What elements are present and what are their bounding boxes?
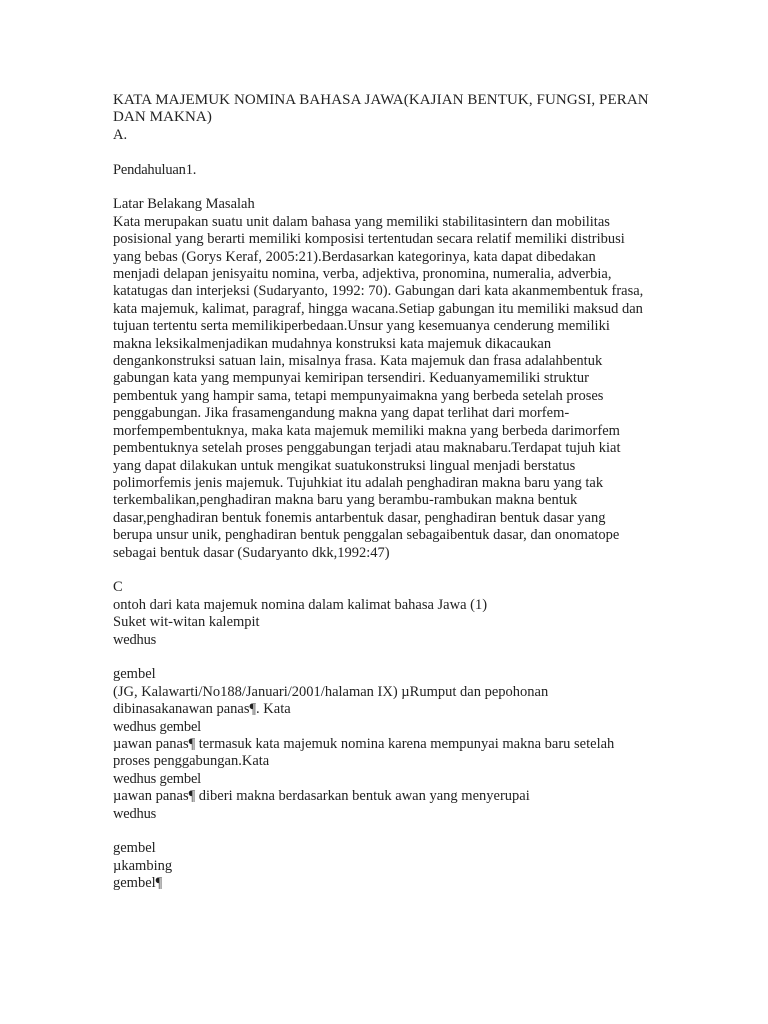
- paragraph-line: dasar,penghadiran bentuk fonemis antarbentuk dasar, penghadiran bentuk dasar yang: [113, 509, 606, 526]
- paragraph-line: gabungan kata yang mempunyai kemiripan tersendiri. Keduanyamemiliki struktur: [113, 370, 589, 387]
- paragraph-line: pembentuk yang hampir sama, tetapi mempunyaimakna yang berbeda setelah proses: [113, 387, 604, 404]
- blank-line: [113, 144, 658, 161]
- paragraph-line: tujuan tertentu serta memilikiperbedaan.Unsur yang kesemuanya cenderung memiliki: [113, 318, 610, 335]
- example-line: gembel: [113, 840, 156, 857]
- example-line: Suket wit-witan kalempit: [113, 614, 260, 631]
- title-line: KATA MAJEMUK NOMINA BAHASA JAWA(KAJIAN BENTUK, FUNGSI, PERAN: [113, 92, 649, 108]
- section-a-marker: A.: [113, 126, 128, 143]
- paragraph-line: terkembalikan,penghadiran makna baru yang berambu-rambukan makna bentuk: [113, 492, 578, 509]
- example-line: µawan panas¶ termasuk kata majemuk nomina karena mempunyai makna baru setelah: [113, 735, 615, 752]
- paragraph-line: polimorfemis jenis majemuk. Tujuhkiat itu adalah penghadiran makna baru yang tak: [113, 474, 604, 491]
- example-line: ontoh dari kata majemuk nomina dalam kalimat bahasa Jawa (1): [113, 596, 488, 613]
- example-line: µkambing: [113, 857, 173, 874]
- example-block-1: [113, 597, 658, 649]
- example-line: wedhus gembel: [113, 718, 202, 735]
- paragraph-line: dengankonstruksi satuan lain, misalnya frasa. Kata majemuk dan frasa adalahbentuk: [113, 353, 603, 370]
- paragraph-line: Kata merupakan suatu unit dalam bahasa yang memiliki stabilitasintern dan mobilitas: [113, 213, 610, 230]
- paragraph-line: yang bebas (Gorys Keraf, 2005:21).Berdasarkan kategorinya, kata dapat dibedakan: [113, 248, 596, 265]
- example-line: gembel¶: [113, 875, 163, 892]
- paragraph-line: pembentuknya setelah proses penggabungan terjadi atau maknabaru.Terdapat tujuh kiat: [113, 440, 621, 457]
- paragraph-line: yang dapat dilakukan untuk mengikat suatukonstruksi lingual menjadi berstatus: [113, 457, 576, 474]
- document-title: [113, 92, 658, 127]
- background-paragraph: [113, 214, 658, 562]
- paragraph-line: morfempembentuknya, maka kata majemuk memiliki makna yang berbeda darimorfem: [113, 422, 620, 439]
- example-line: wedhus gembel: [113, 770, 202, 787]
- example-block-2: [113, 666, 658, 823]
- blank-line: [113, 562, 658, 579]
- paragraph-line: penggabungan. Jika frasamengandung makna yang dapat terlihat dari morfem-: [113, 405, 570, 422]
- paragraph-line: makna leksikalmenjadikan mudahnya konstruksi kata majemuk dikacaukan: [113, 335, 552, 352]
- paragraph-line: posisional yang berarti memiliki komposisi tertentudan secara relatif memiliki distribusi: [113, 231, 625, 248]
- title-line: DAN MAKNA): [113, 109, 212, 126]
- intro-heading: Pendahuluan1.: [113, 161, 197, 178]
- paragraph-line: menjadi delapan jenisyaitu nomina, verba, adjektiva, pronomina, numeralia, adverbia,: [113, 266, 612, 283]
- paragraph-line: kata majemuk, kalimat, paragraf, hingga wacana.Setiap gabungan itu memiliki maksud dan: [113, 300, 643, 317]
- paragraph-line: katatugas dan interjeksi (Sudaryanto, 1992: 70). Gabungan dari kata akanmembentuk frasa,: [113, 283, 644, 300]
- blank-line: [113, 823, 658, 840]
- blank-line: [113, 179, 658, 196]
- example-line: (JG, Kalawarti/No188/Januari/2001/halaman IX) µRumput dan pepohonan: [113, 683, 549, 700]
- example-block-3: [113, 840, 658, 892]
- paragraph-line: berupa unsur unik, penghadiran bentuk penggalan sebagaibentuk dasar, dan onomatope: [113, 527, 620, 544]
- document-body: [113, 92, 658, 893]
- example-line: dibinasakanawan panas¶. Kata: [113, 701, 291, 718]
- section-c-marker: C: [113, 579, 123, 596]
- example-line: gembel: [113, 666, 156, 683]
- subheading: Latar Belakang Masalah: [113, 196, 255, 213]
- paragraph-line: sebagai bentuk dasar (Sudaryanto dkk,1992:47): [113, 544, 390, 561]
- example-line: proses penggabungan.Kata: [113, 753, 270, 770]
- blank-line: [113, 649, 658, 666]
- example-line: wedhus: [113, 631, 157, 648]
- example-line: µawan panas¶ diberi makna berdasarkan bentuk awan yang menyerupai: [113, 788, 530, 805]
- example-line: wedhus: [113, 805, 157, 822]
